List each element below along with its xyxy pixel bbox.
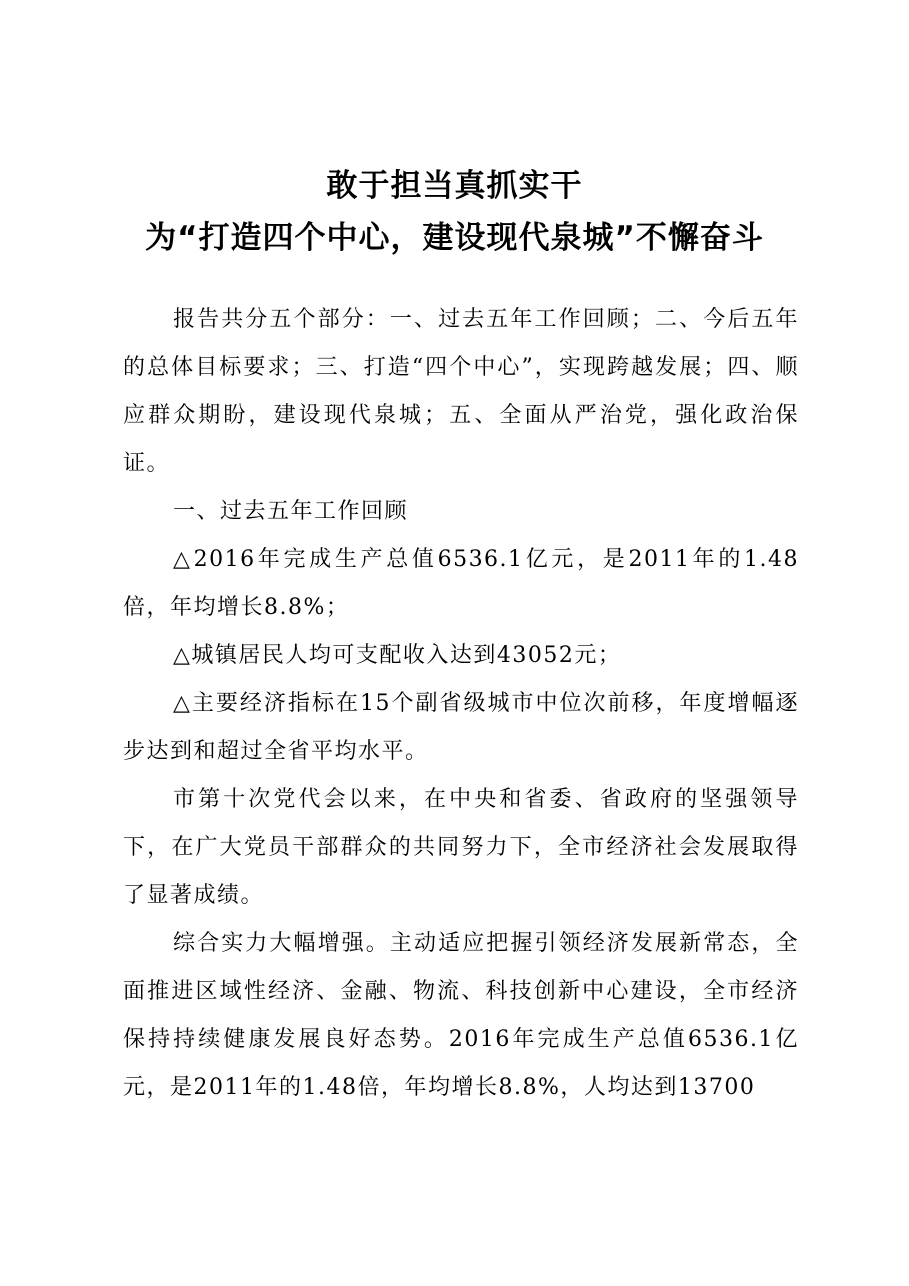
bullet-income: △城镇居民人均可支配收入达到43052元； bbox=[173, 643, 622, 668]
title-line-2: 为“打造四个中心，建设现代泉城”不懈奋斗 bbox=[145, 220, 764, 256]
document-title bbox=[0, 160, 909, 264]
bullet-gdp: △2016年完成生产总值6536.1亿元，是2011年的1.48倍，年均增长8.8%； bbox=[123, 547, 799, 620]
section-heading: 一、过去五年工作回顾 bbox=[173, 499, 409, 524]
intro-paragraph: 市第十次党代会以来，在中央和省委、省政府的坚强领导下，在广大党员干部群众的共同努力下，全市经济社会发展取得了显著成绩。 bbox=[123, 787, 799, 908]
title-line-1: 敢于担当真抓实干 bbox=[326, 168, 583, 204]
bullet-indicators: △主要经济指标在15个副省级城市中位次前移，年度增幅逐步达到和超过全省平均水平。 bbox=[123, 691, 799, 764]
strength-paragraph: 综合实力大幅增强。主动适应把握引领经济发展新常态，全面推进区域性经济、金融、物流、科技创新中心建设，全市经济保持持续健康发展良好态势。2016年完成生产总值6536.1亿元，是2011年的1.48倍，年均增长8.8%，人均达到13700 bbox=[123, 931, 799, 1100]
document-body bbox=[123, 296, 799, 1112]
summary-paragraph: 报告共分五个部分：一、过去五年工作回顾；二、今后五年的总体目标要求；三、打造“四个中心”，实现跨越发展；四、顺应群众期盼，建设现代泉城；五、全面从严治党，强化政治保证。 bbox=[123, 307, 799, 476]
